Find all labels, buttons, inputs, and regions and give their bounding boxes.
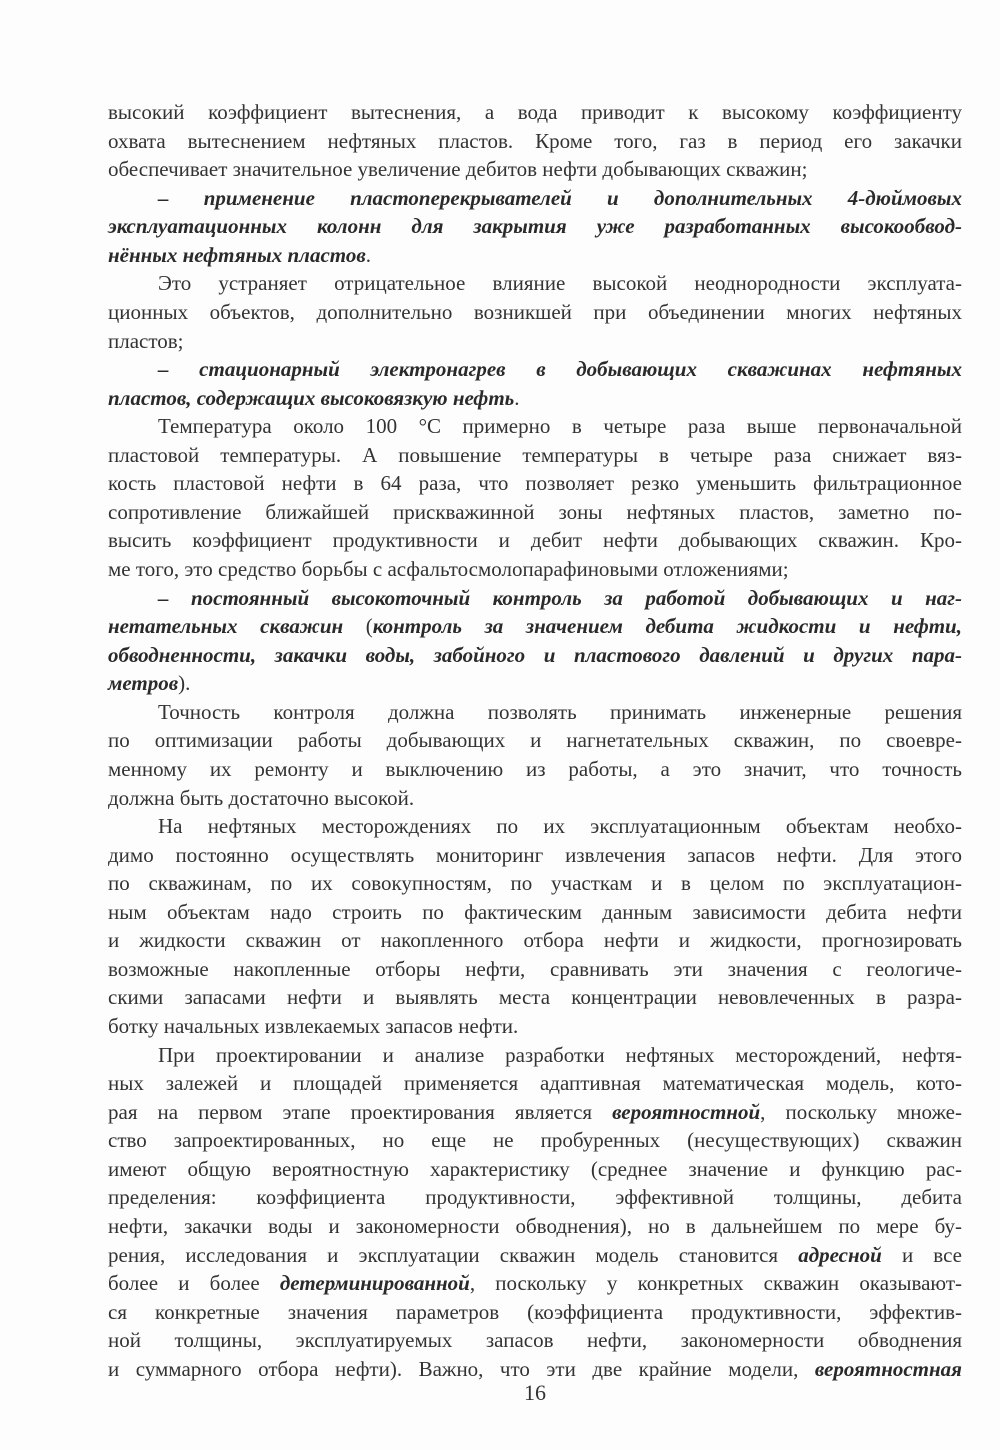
text-line bbox=[108, 1241, 962, 1270]
text-line bbox=[108, 669, 962, 698]
text-line bbox=[108, 983, 962, 1012]
text-segment: ). bbox=[178, 671, 191, 696]
emphasized-text: – стационарный электронагрев в добывающих скважинах нефтяных bbox=[158, 357, 962, 382]
text-segment: ной толщины, эксплуатируемых запасов нефти, закономерности обводнения bbox=[108, 1328, 962, 1353]
text-line bbox=[108, 1098, 962, 1127]
text-line bbox=[108, 1298, 962, 1327]
text-segment: охвата вытеснением нефтяных пластов. Кроме того, газ в период его закачки bbox=[108, 128, 962, 153]
body-text bbox=[108, 98, 962, 1383]
text-line bbox=[108, 755, 962, 784]
text-segment: должна быть достаточно высокой. bbox=[108, 785, 415, 810]
text-line bbox=[108, 526, 962, 555]
text-segment: кость пластовой нефти в 64 раза, что позволяет резко уменьшить фильтрационное bbox=[108, 471, 962, 496]
text-segment: скими запасами нефти и выявлять места концентрации невовлеченных в разра- bbox=[108, 985, 962, 1010]
text-line bbox=[108, 612, 962, 641]
emphasized-text: – постоянный высокоточный контроль за работой добывающих и наг- bbox=[158, 585, 962, 610]
text-line bbox=[108, 355, 962, 384]
text-segment: обеспечивает значительное увеличение дебитов нефти добывающих скважин; bbox=[108, 157, 808, 182]
text-line bbox=[108, 1126, 962, 1155]
text-segment: Температура около 100 °С примерно в четыре раза выше первоначальной bbox=[158, 414, 962, 439]
text-segment: ство запроектированных, но еще не пробуренных (несуществующих) скважин bbox=[108, 1128, 962, 1153]
text-line bbox=[108, 1183, 962, 1212]
text-segment: и все bbox=[881, 1242, 962, 1267]
text-segment: и суммарного отбора нефти). Важно, что эти две крайние модели, bbox=[108, 1356, 815, 1381]
text-line bbox=[108, 469, 962, 498]
text-line bbox=[108, 1155, 962, 1184]
text-line bbox=[108, 784, 962, 813]
emphasized-text: пластов, содержащих высоковязкую нефть bbox=[108, 385, 515, 410]
text-segment: ( bbox=[343, 614, 373, 639]
text-line bbox=[108, 1041, 962, 1070]
text-segment: Это устраняет отрицательное влияние высокой неоднородности эксплуата- bbox=[158, 271, 962, 296]
emphasized-text: – применение пластоперекрывателей и дополнительных 4-дюймовых bbox=[158, 185, 962, 210]
text-segment: нефти, закачки воды и закономерности обводнения), но в дальнейшем по мере бу- bbox=[108, 1213, 962, 1238]
text-segment: На нефтяных месторождениях по их эксплуатационным объектам необхо- bbox=[158, 814, 962, 839]
text-segment: , поскольку множе- bbox=[760, 1099, 962, 1124]
text-line bbox=[108, 155, 962, 184]
text-segment: пластов; bbox=[108, 328, 184, 353]
text-line bbox=[108, 898, 962, 927]
emphasized-text: вероятностной bbox=[612, 1099, 761, 1124]
text-segment: сопротивление ближайшей прискважинной зоны нефтяных пластов, заметно по- bbox=[108, 499, 962, 524]
text-line bbox=[108, 641, 962, 670]
text-line bbox=[108, 241, 962, 270]
emphasized-text: метров bbox=[108, 671, 179, 696]
text-segment: ционных объектов, дополнительно возникшей при объединении многих нефтяных bbox=[108, 299, 962, 324]
text-line bbox=[108, 441, 962, 470]
text-segment: Точность контроля должна позволять принимать инженерные решения bbox=[158, 699, 962, 724]
text-segment: ным объектам надо строить по фактическим данным зависимости дебита нефти bbox=[108, 899, 962, 924]
text-segment: пластовой температуры. А повышение температуры в четыре раза снижает вяз- bbox=[108, 442, 962, 467]
emphasized-text: обводненности, закачки воды, забойного и пластового давлений и других пара- bbox=[108, 642, 962, 667]
text-line bbox=[108, 584, 962, 613]
emphasized-text: нетательных скважин bbox=[108, 614, 344, 639]
emphasized-text: адресной bbox=[798, 1242, 882, 1267]
text-line bbox=[108, 269, 962, 298]
text-line bbox=[108, 1269, 962, 1298]
text-line bbox=[108, 1212, 962, 1241]
text-line bbox=[108, 926, 962, 955]
text-segment: более и более bbox=[108, 1271, 280, 1296]
emphasized-text: нённых нефтяных пластов bbox=[108, 242, 366, 267]
text-line bbox=[108, 812, 962, 841]
text-line bbox=[108, 955, 962, 984]
text-line bbox=[108, 698, 962, 727]
text-segment: рая на первом этапе проектирования является bbox=[108, 1099, 613, 1124]
text-line bbox=[108, 841, 962, 870]
text-segment: . bbox=[365, 242, 371, 267]
emphasized-text: контроль за значением дебита жидкости и нефти, bbox=[372, 614, 962, 639]
text-segment: . bbox=[514, 385, 520, 410]
text-line bbox=[108, 184, 962, 213]
text-segment: ных залежей и площадей применяется адаптивная математическая модель, кото- bbox=[108, 1071, 962, 1096]
text-segment: возможные накопленные отборы нефти, сравнивать эти значения с геологиче- bbox=[108, 956, 962, 981]
text-segment: менному их ремонту и выключению из работы, а это значит, что точность bbox=[108, 756, 962, 781]
emphasized-text: детерминированной bbox=[279, 1271, 470, 1296]
text-line bbox=[108, 327, 962, 356]
text-line bbox=[108, 1069, 962, 1098]
text-segment: имеют общую вероятностную характеристику (среднее значение и функцию рас- bbox=[108, 1156, 962, 1181]
text-segment: высокий коэффициент вытеснения, а вода приводит к высокому коэффициенту bbox=[108, 100, 962, 124]
text-line bbox=[108, 298, 962, 327]
text-segment: ботку начальных извлекаемых запасов нефти. bbox=[108, 1014, 519, 1038]
text-line bbox=[108, 498, 962, 527]
text-segment: ме того, это средство борьбы с асфальтосмолопарафиновыми отложениями; bbox=[108, 557, 789, 581]
text-segment: и жидкости скважин от накопленного отбора нефти и жидкости, прогнозировать bbox=[108, 928, 962, 953]
text-segment: , поскольку у конкретных скважин оказывают- bbox=[469, 1271, 963, 1296]
emphasized-text: эксплуатационных колонн для закрытия уже разработанных высокообвод- bbox=[108, 214, 962, 239]
text-segment: по скважинам, по их совокупностям, по участкам и в целом по эксплуатацион- bbox=[108, 871, 962, 896]
text-line bbox=[108, 869, 962, 898]
text-line bbox=[108, 1326, 962, 1355]
text-line bbox=[108, 412, 962, 441]
text-segment: При проектировании и анализе разработки нефтяных месторождений, нефтя- bbox=[158, 1042, 962, 1067]
text-line bbox=[108, 127, 962, 156]
text-segment: димо постоянно осуществлять мониторинг извлечения запасов нефти. Для этого bbox=[108, 842, 962, 867]
text-line bbox=[108, 212, 962, 241]
text-line bbox=[108, 726, 962, 755]
text-segment: пределения: коэффициента продуктивности, эффективной толщины, дебита bbox=[108, 1185, 962, 1210]
text-line bbox=[108, 384, 962, 413]
text-segment: высить коэффициент продуктивности и дебит нефти добывающих скважин. Кро- bbox=[108, 528, 962, 553]
text-line bbox=[108, 98, 962, 127]
text-line bbox=[108, 1012, 962, 1041]
text-segment: рения, исследования и эксплуатации скважин модель становится bbox=[108, 1242, 799, 1267]
text-line bbox=[108, 555, 962, 584]
text-segment: ся конкретные значения параметров (коэффициента продуктивности, эффектив- bbox=[108, 1299, 962, 1324]
text-segment: по оптимизации работы добывающих и нагнетательных скважин, по своевре- bbox=[108, 728, 962, 753]
emphasized-text: вероятностная bbox=[814, 1356, 962, 1381]
page-number: 16 bbox=[524, 1380, 546, 1405]
